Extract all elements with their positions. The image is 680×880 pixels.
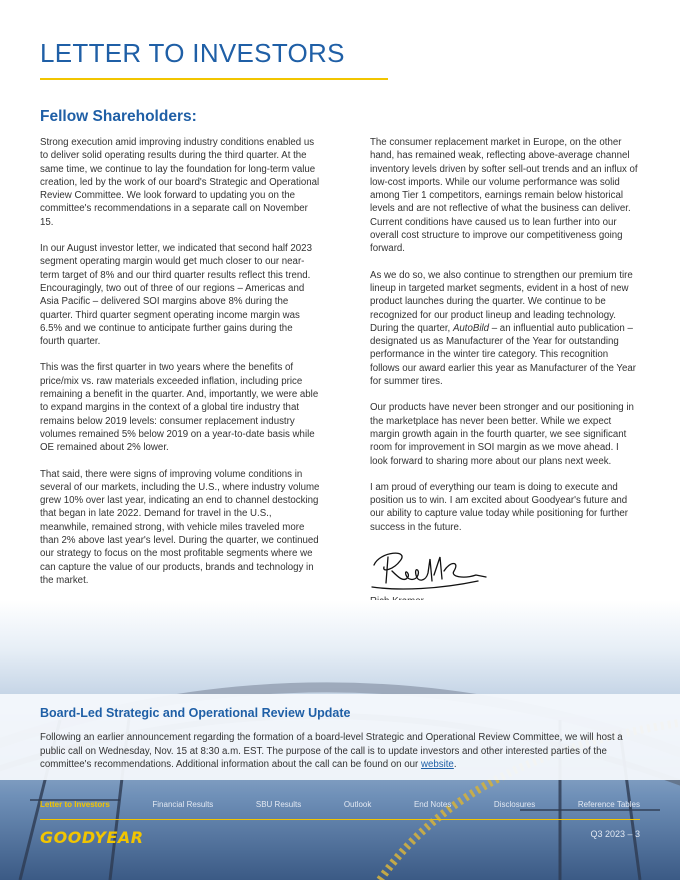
title-divider [40,78,388,80]
nav-link-letter-to-investors[interactable]: Letter to Investors [40,800,110,809]
letter-paragraph: Our products have never been stronger and our positioning in the marketplace has never been better. While we expect margin growth again in the fourth quarter, we see significant room for improvement in SOI margin as we move ahead. I look forward to sharing more about our plans next week. [370,402,634,467]
paragraph-text: – an influential auto publication – designated us as Manufacturer of the Year for outstanding performance in the winter tire category. This recognition follows our award earlier this year as Manufacturer of the Year for summer tires. [370,322,637,388]
paragraph-text: As we do so, we also continue to strengthen our premium tire lineup in targeted market segments, evident in a host of new product launches during the quarter. We continue to be recognized for our product lineup and leading technology. During the quarter, [370,269,633,334]
section-nav [40,800,640,812]
letter-paragraph: I am proud of everything our team is doing to execute and position us to win. I am excited about Goodyear's future and our ability to capture value today while positioning for further success in the future. [370,481,628,533]
review-text: Following an earlier announcement regarding the formation of a board-level Strategic and Operational Review Committee, we will host a public call on Wednesday, Nov. 15 at 8:30 a.m. EST. The purpose of the call is to update investors and other interested parties of the committee's recommendations. Additional information about the call can be found on our [40,732,623,770]
nav-link-financial-results[interactable]: Financial Results [152,800,214,809]
page-number: Q3 2023 – 3 [590,829,640,839]
letter-paragraph: That said, there were signs of improving volume conditions in several of our markets, including the U.S., where industry volume grew 10% over last year, indicating an end to channel destocking that began in late 2022. Demand for travel in the U.S., meanwhile, remained strong, with vehicle miles traveled more than 2% above last year's level. During the quarter, we continued our strategy to focus on the most profitable segments where we can capture the value of our products, brands and technology in the market. [40,468,320,586]
letter-paragraph [370,269,638,389]
review-text-end: . [453,759,457,770]
nav-link-end-notes[interactable]: End Notes [413,800,452,809]
page-title: LETTER TO INVESTORS [40,38,345,68]
nav-link-disclosures[interactable]: Disclosures [493,800,536,809]
review-section-body [40,731,650,772]
letter-paragraph: Strong execution amid improving industry conditions enabled us to deliver solid operating results during the third quarter. At the same time, we continue to lay the foundation for long-term value creation, led by the work of our board's Strategic and Operational Review Committee. We look forward to updating you on the committee's recommendations in a separate call on November 15. [40,137,320,228]
nav-link-outlook[interactable]: Outlook [343,800,372,809]
signature-image [370,547,490,593]
goodyear-logo: GOODYEAR [40,828,144,847]
letter-paragraph: This was the first quarter in two years where the benefits of price/mix vs. raw materials exceeded inflation, including price remaining a benefit in the quarter. And, importantly, we were able to expand margins in the context of a global tire industry that remains below 2019 levels: consumer replacement industry volumes remained 5% below 2019 on a year-to-date basis while OE remained about 2% lower. [40,362,319,454]
nav-link-reference-tables[interactable]: Reference Tables [577,800,640,809]
letter-greeting: Fellow Shareholders: [40,108,197,125]
nav-link-sbu-results[interactable]: SBU Results [255,800,302,809]
publication-name: AutoBild [452,322,490,334]
letter-paragraph: The consumer replacement market in Europe, on the other hand, has remained weak, reflecting above-average channel inventory levels driven by softer sell-out trends and an influx of low-cost imports. While our volume performance was solid among Tier 1 competitors, earnings remain below historical levels and are not reflective of what the business can deliver. Current conditions have caused us to lean further into our overall cost structure to improve our competitiveness going forward. [370,137,638,255]
nav-divider [40,819,640,820]
website-link[interactable]: website [420,759,454,770]
letter-right-column [370,136,638,622]
letter-paragraph: In our August investor letter, we indicated that second half 2023 segment operating margin would get much closer to our near-term target of 8% and our third quarter results reflect this trend. Encouragingly, two out of three of our regions – Americas and Asia Pacific – delivered SOI margins above 8% during the quarter. Third quarter segment operating income margin was 6.5% and we continue to anticipate further gains during the fourth quarter. [40,243,312,348]
review-section-title: Board-Led Strategic and Operational Review Update [40,706,351,720]
